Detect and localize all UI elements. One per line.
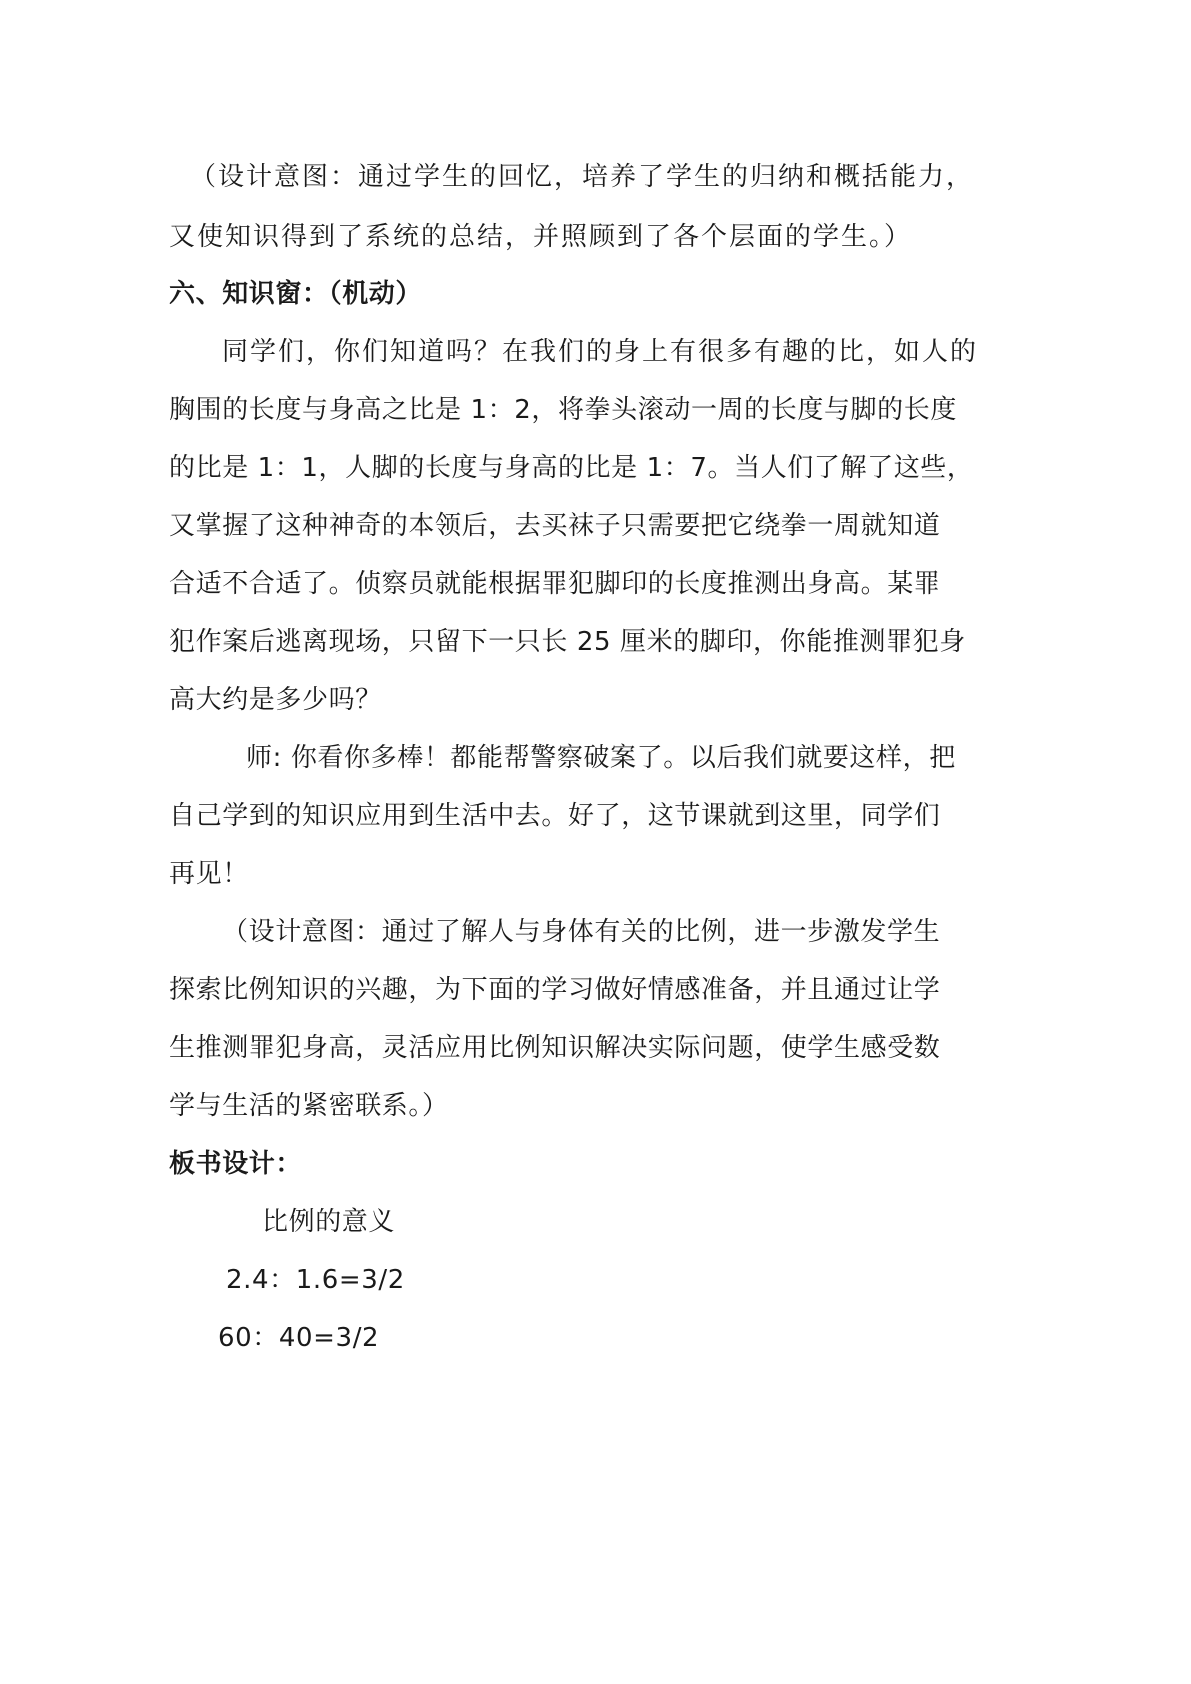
design-intent-2-line: 探索比例知识的兴趣，为下面的学习做好情感准备，并且通过让学 — [169, 975, 941, 1005]
board-title: 比例的意义 — [262, 1207, 396, 1237]
paragraph-line: 又掌握了这种神奇的本领后，去买袜子只需要把它绕拳一周就知道 — [169, 511, 941, 541]
board-design-heading: 板书设计： — [169, 1149, 303, 1179]
design-intent-2-line: （设计意图：通过了解人与身体有关的比例，进一步激发学生 — [222, 917, 941, 947]
design-intent-2-line: 生推测罪犯身高，灵活应用比例知识解决实际问题，使学生感受数 — [169, 1033, 941, 1063]
design-intent-line-1: （设计意图：通过学生的回忆，培养了学生的归纳和概括能力， — [190, 162, 975, 192]
paragraph-line: 胸围的长度与身高之比是 1：2，将拳头滚动一周的长度与脚的长度 — [169, 395, 957, 425]
board-formula-2: 60：40=3/2 — [218, 1323, 380, 1353]
section-heading-knowledge-window: 六、知识窗：（机动） — [169, 279, 423, 309]
paragraph-line: 合适不合适了。侦察员就能根据罪犯脚印的长度推测出身高。某罪 — [169, 569, 941, 599]
teacher-line: 师: 你看你多棒！都能帮警察破案了。以后我们就要这样，把 — [246, 743, 956, 773]
design-intent-2-line: 学与生活的紧密联系。） — [169, 1091, 449, 1121]
board-formula-1: 2.4：1.6=3/2 — [226, 1265, 405, 1295]
design-intent-line-2: 又使知识得到了系统的总结，并照顾到了各个层面的学生。） — [169, 222, 913, 252]
paragraph-line: 的比是 1：1，人脚的长度与身高的比是 1：7。当人们了解了这些， — [169, 453, 974, 483]
paragraph-line: 高大约是多少吗？ — [169, 685, 382, 715]
teacher-line: 自己学到的知识应用到生活中去。好了，这节课就到这里，同学们 — [169, 801, 941, 831]
teacher-line: 再见！ — [169, 859, 249, 889]
paragraph-line: 同学们，你们知道吗？在我们的身上有很多有趣的比，如人的 — [222, 337, 979, 367]
paragraph-line: 犯作案后逃离现场，只留下一只长 25 厘米的脚印，你能推测罪犯身 — [169, 627, 966, 657]
